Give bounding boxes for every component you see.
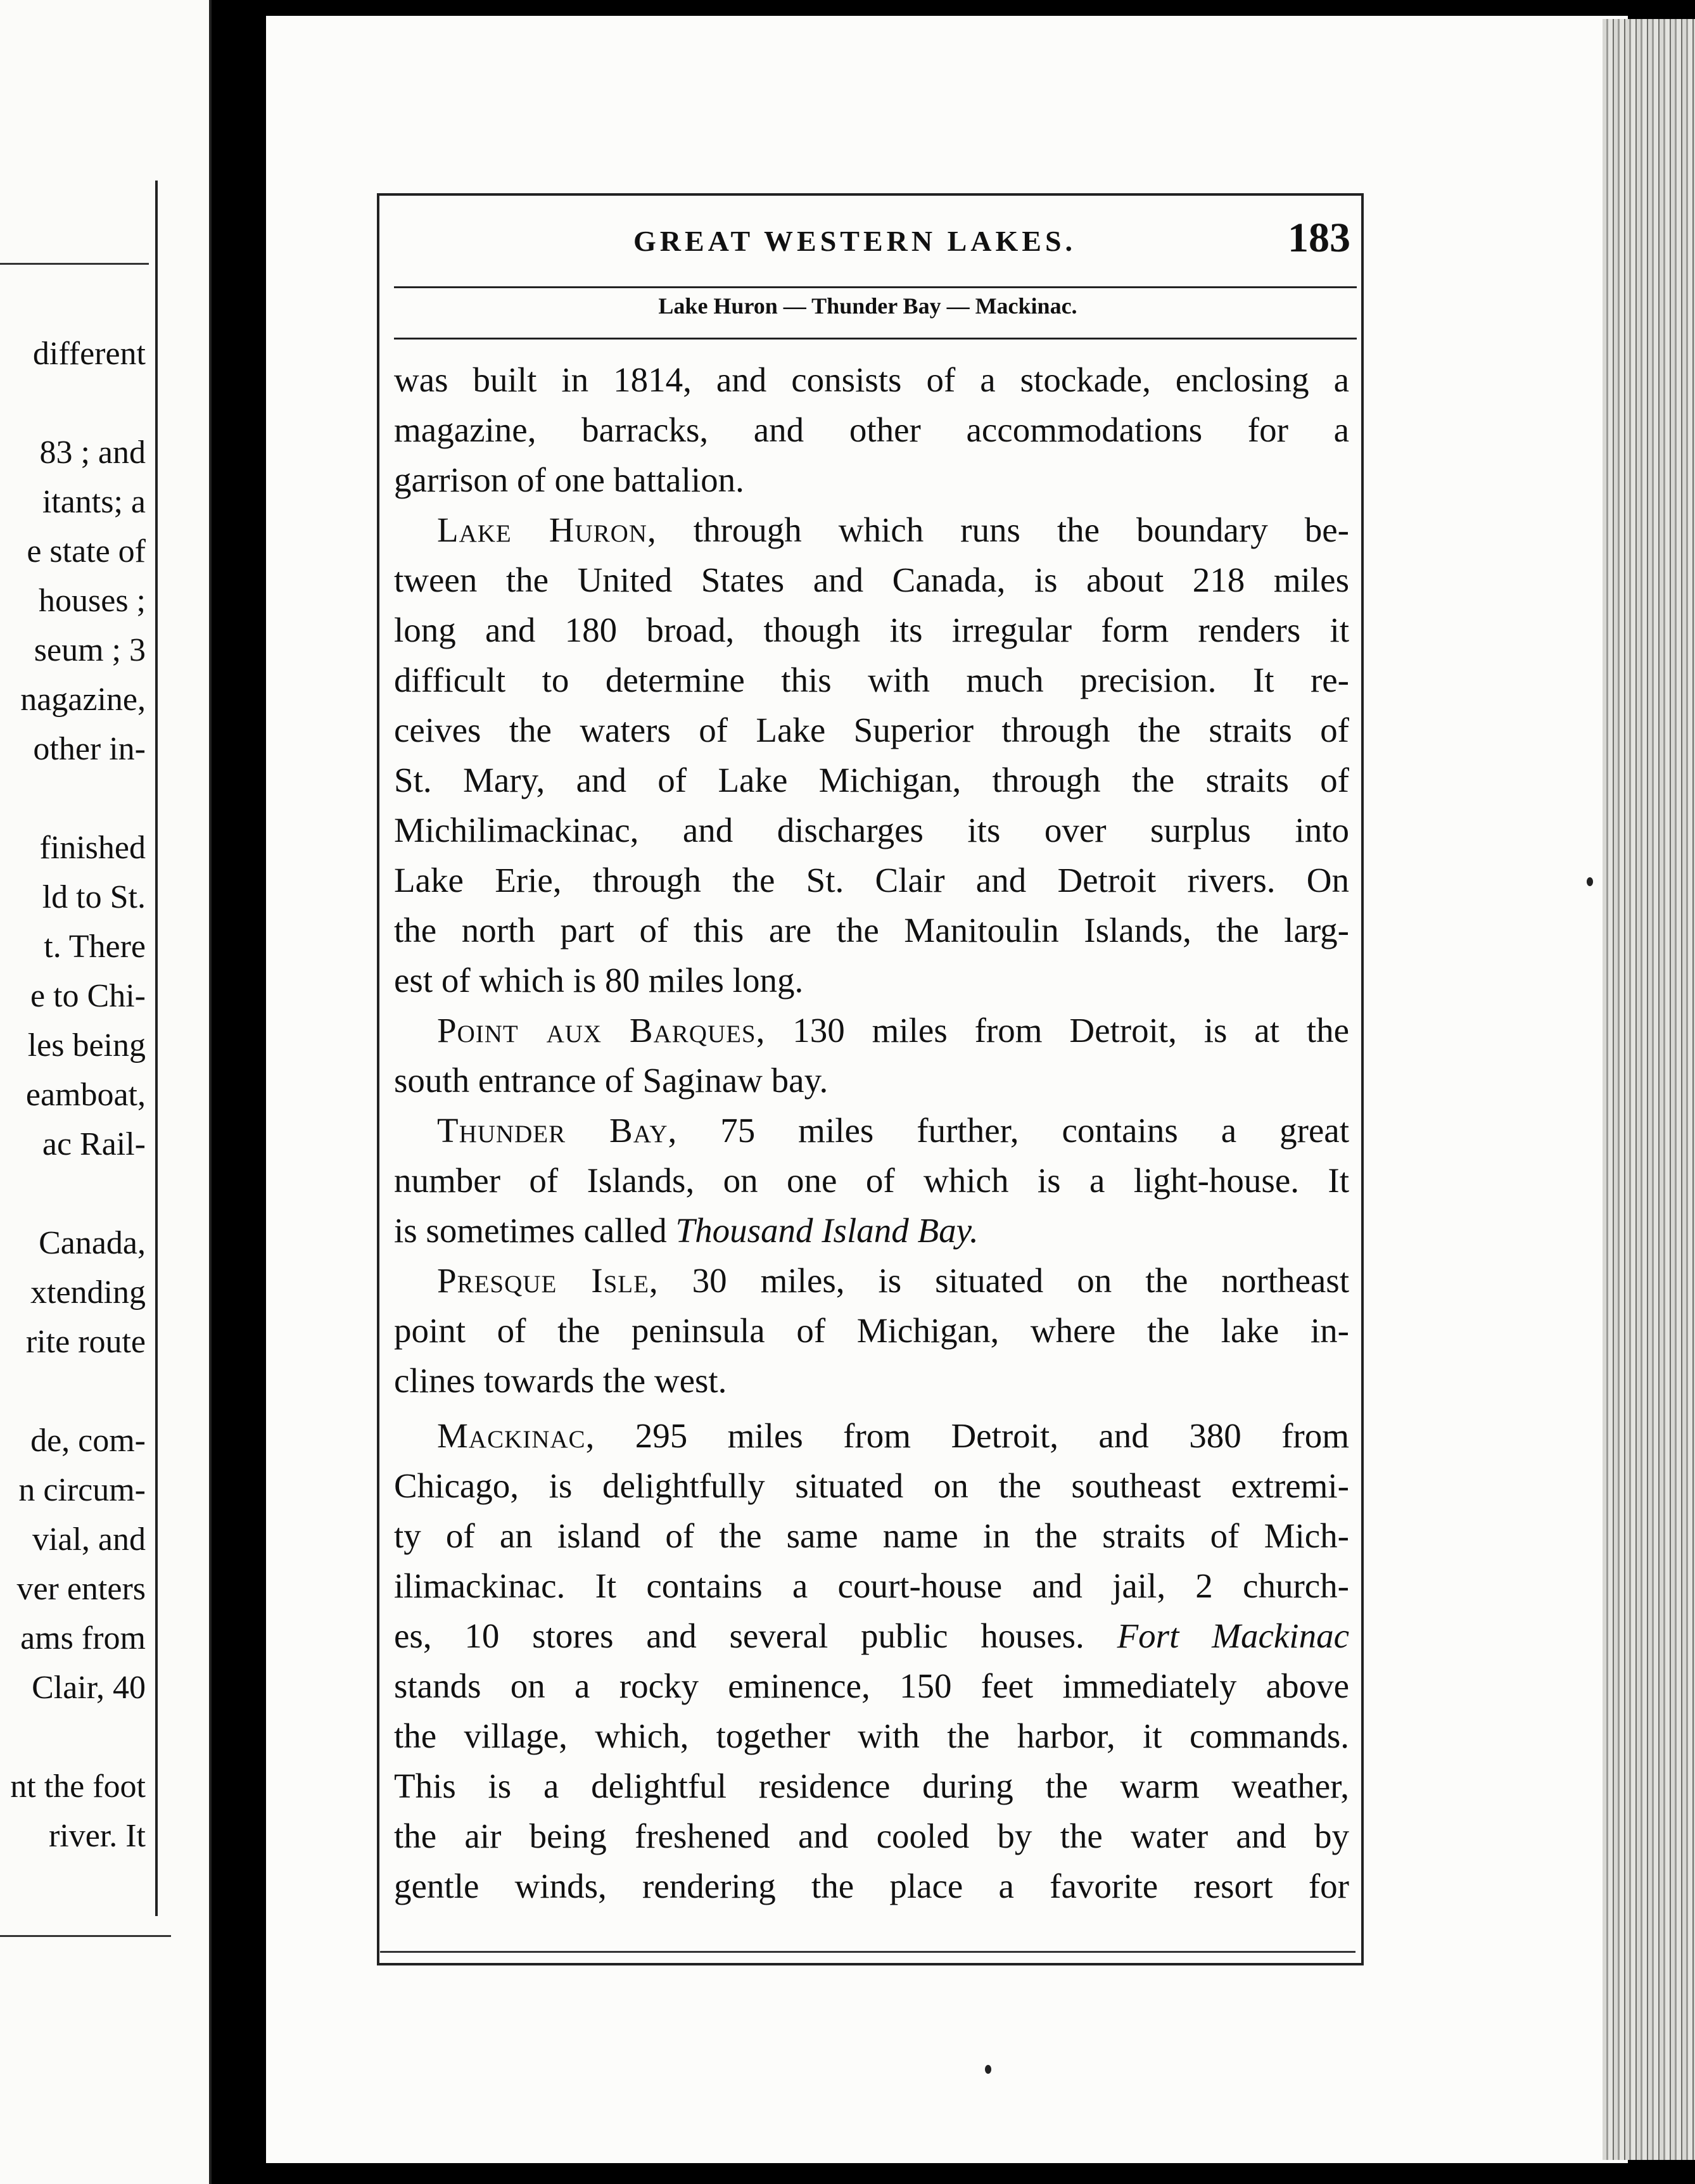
left-page-line: different [32, 336, 146, 372]
left-page-line: ac Rail- [42, 1126, 146, 1162]
left-page-line [0, 1367, 146, 1416]
left-page-line: e state of [27, 533, 146, 569]
entry-heading: Mackinac, [437, 1416, 595, 1455]
body-text [380, 355, 1355, 1911]
left-page-line: les being [27, 1027, 146, 1063]
left-page-line: ld to St. [42, 879, 146, 915]
entry-heading: Presque Isle, [437, 1261, 659, 1300]
text-line: Michilimackinac, and discharges its over surplus into [394, 811, 1349, 849]
text-line: number of Islands, on one of which is a light-house. It [394, 1161, 1349, 1200]
left-page-line: finished [39, 830, 146, 866]
ink-speck [1587, 877, 1593, 886]
paragraph-mackinac: Mackinac, 295 miles from Detroit, and 380 from [437, 1416, 1349, 1455]
text-line: gentle winds, rendering the place a favorite resort for [394, 1867, 1349, 1905]
left-page-line: nagazine, [20, 682, 146, 718]
left-facing-page [0, 0, 212, 2184]
left-page-rule-bottom [0, 1935, 171, 1937]
text-line: St. Mary, and of Lake Michigan, through the straits of [394, 761, 1349, 799]
text-line: tween the United States and Canada, is about 218 miles [394, 561, 1349, 599]
left-page-line [0, 774, 146, 823]
text-line: ilimackinac. It contains a court-house and jail, 2 church- [394, 1566, 1349, 1605]
left-page-line: vial, and [32, 1521, 146, 1558]
section-subhead: Lake Huron — Thunder Bay — Mackinac. [658, 293, 1077, 319]
left-page-line: Canada, [39, 1225, 146, 1261]
text-line: is sometimes called Thousand Island Bay. [394, 1211, 979, 1250]
text-line: was built in 1814, and consists of a stockade, enclosing a [394, 360, 1349, 399]
entry-heading: Lake Huron, [437, 511, 657, 549]
italic-name: Thousand Island Bay. [675, 1211, 979, 1250]
text-line: es, 10 stores and several public houses. Fort Mackinac [394, 1616, 1349, 1655]
text-line: ty of an island of the same name in the straits of Mich- [394, 1516, 1349, 1555]
left-page-line: seum ; 3 [34, 632, 146, 668]
text-line: magazine, barracks, and other accommodations for a [394, 410, 1349, 449]
entry-heading: Thunder Bay, [437, 1111, 678, 1150]
left-page-line: 83 ; and [39, 435, 146, 471]
paragraph-point-aux-barques: Point aux Barques, 130 miles from Detroit, is at the [437, 1011, 1349, 1050]
left-page-line [0, 1169, 146, 1219]
left-page-line [0, 1713, 146, 1762]
text-line: clines towards the west. [394, 1361, 727, 1400]
text-line: the air being freshened and cooled by the water and by [394, 1817, 1349, 1855]
left-page-line: xtending [30, 1274, 146, 1311]
page-edge-stack [1603, 19, 1695, 2160]
running-head [380, 215, 1355, 272]
left-page-line: ams from [20, 1620, 146, 1656]
left-page-line: rite route [25, 1324, 146, 1360]
text-line: south entrance of Saginaw bay. [394, 1061, 828, 1100]
text-line: point of the peninsula of Michigan, where the lake in- [394, 1311, 1349, 1350]
left-page-line: Clair, 40 [32, 1670, 146, 1706]
text-line: garrison of one battalion. [394, 460, 744, 499]
entry-heading: Point aux Barques, [437, 1011, 766, 1050]
text-line: Chicago, is delightfully situated on the southeast extremi- [394, 1466, 1349, 1505]
text-line: the north part of this are the Manitoulin Islands, the larg- [394, 911, 1349, 949]
subhead-rule [394, 338, 1357, 340]
ink-speck [985, 2065, 991, 2074]
left-page-line: houses ; [39, 583, 146, 619]
running-title: GREAT WESTERN LAKES. [633, 225, 1077, 257]
left-page-line: e to Chi- [30, 978, 146, 1014]
bottom-rule [380, 1951, 1355, 1953]
left-page-line: itants; a [42, 484, 146, 520]
paragraph-lake-huron: Lake Huron, through which runs the boundary be- [437, 511, 1349, 549]
paragraph-thunder-bay: Thunder Bay, 75 miles further, contains a great [437, 1111, 1350, 1150]
text-line: ceives the waters of Lake Superior through the straits of [394, 711, 1349, 749]
paragraph-presque-isle: Presque Isle, 30 miles, is situated on the northeast [437, 1261, 1349, 1300]
text-line: This is a delightful residence during the warm weather, [394, 1767, 1349, 1805]
text-line: difficult to determine this with much precision. It re- [394, 661, 1349, 699]
text-line: long and 180 broad, though its irregular form renders it [394, 611, 1349, 649]
left-page-line: nt the foot [10, 1768, 146, 1805]
text-line: stands on a rocky eminence, 150 feet immediately above [394, 1667, 1349, 1705]
left-page-line: other in- [33, 731, 146, 767]
left-page-line: de, com- [30, 1423, 146, 1459]
left-page-line [0, 379, 146, 428]
left-page-column-rule [155, 181, 158, 1916]
text-line: Lake Erie, through the St. Clair and Detroit rivers. On [394, 861, 1349, 899]
left-page-line: t. There [44, 929, 146, 965]
page-number: 183 [1288, 215, 1350, 261]
header-rule [394, 286, 1357, 288]
left-page-line: n circum- [18, 1472, 146, 1508]
left-page-line: eamboat, [25, 1077, 146, 1113]
left-page-line: ver enters [16, 1571, 146, 1607]
left-page-text [0, 329, 146, 1861]
text-line: the village, which, together with the harbor, it commands. [394, 1717, 1349, 1755]
italic-name: Fort Mackinac [1117, 1616, 1349, 1655]
left-page-line: river. It [48, 1818, 146, 1854]
text-line: est of which is 80 miles long. [394, 961, 804, 1000]
left-page-rule-top [0, 263, 149, 265]
